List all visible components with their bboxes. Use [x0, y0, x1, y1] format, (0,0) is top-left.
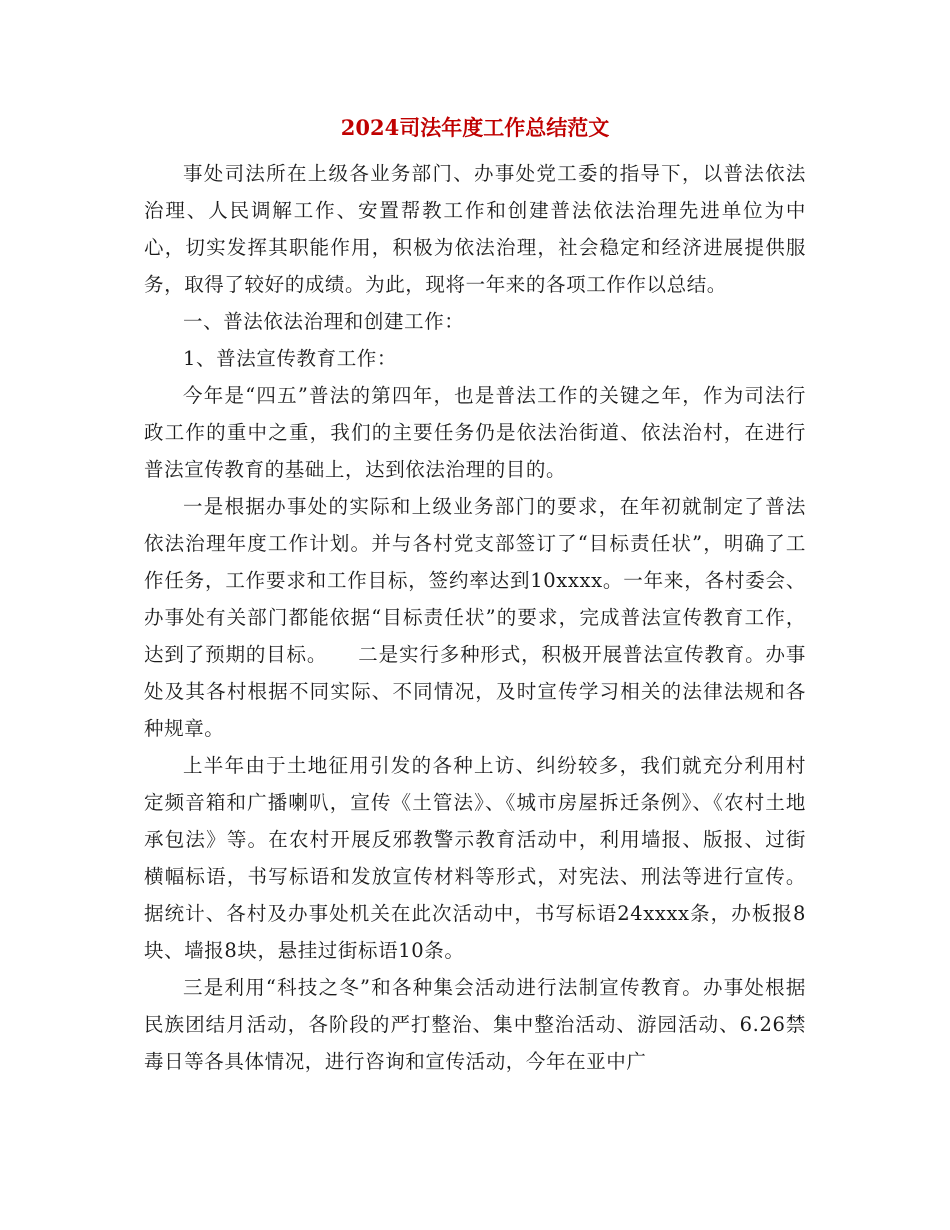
heading-section-1: 一、普法依法治理和创建工作： [183, 310, 465, 333]
paragraph-first-half: 上半年由于土地征用引发的各种上访、纠纷较多，我们就充分利用村定频音箱和广播喇叭，宣传《土管法》、《城市房屋拆迁条例》、《农村土地承包法》等。在农村开展反邪教警示教育活动中，利用墙报、版报、过街横幅标语，书写标语和发放宣传材料等形式，对宪法、刑法等进行宣传。据统计、各村及办事处机关在此次活动中，书写标语24xxxx条，办板报8块、墙报8块，悬挂过街标语10条。 [144, 754, 806, 962]
document-body [144, 155, 806, 1080]
paragraph-four-five: 今年是“四五”普法的第四年，也是普法工作的关键之年，作为司法行政工作的重中之重，我们的主要任务仍是依法治街道、依法治村，在进行普法宣传教育的基础上，达到依法治理的目的。 [144, 384, 806, 481]
paragraph-intro: 事处司法所在上级各业务部门、办事处党工委的指导下，以普法依法治理、人民调解工作、安置帮教工作和创建普法依法治理先进单位为中心，切实发挥其职能作用，积极为依法治理，社会稳定和经济进展提供服务，取得了较好的成绩。为此，现将一年来的各项工作作以总结。 [144, 162, 806, 296]
heading-subsection-1: 1、普法宣传教育工作： [183, 347, 398, 370]
paragraph-first-second: 一是根据办事处的实际和上级业务部门的要求，在年初就制定了普法依法治理年度工作计划。并与各村党支部签订了“目标责任状”，明确了工作任务，工作要求和工作目标，签约率达到10xxxx。一年来，各村委会、办事处有关部门都能依据“目标责任状”的要求，完成普法宣传教育工作，达到了预期的目标。 二是实行多种形式，积极开展普法宣传教育。办事处及其各村根据不同实际、不同情况，及时宣传学习相关的法律法规和各种规章。 [144, 495, 806, 740]
paragraph-third: 三是利用“科技之冬”和各种集会活动进行法制宣传教育。办事处根据民族团结月活动，各阶段的严打整治、集中整治活动、游园活动、6.26禁毒日等各具体情况，进行咨询和宣传活动，今年在亚中广 [144, 976, 806, 1073]
document-title: 2024司法年度工作总结范文 [340, 115, 610, 140]
